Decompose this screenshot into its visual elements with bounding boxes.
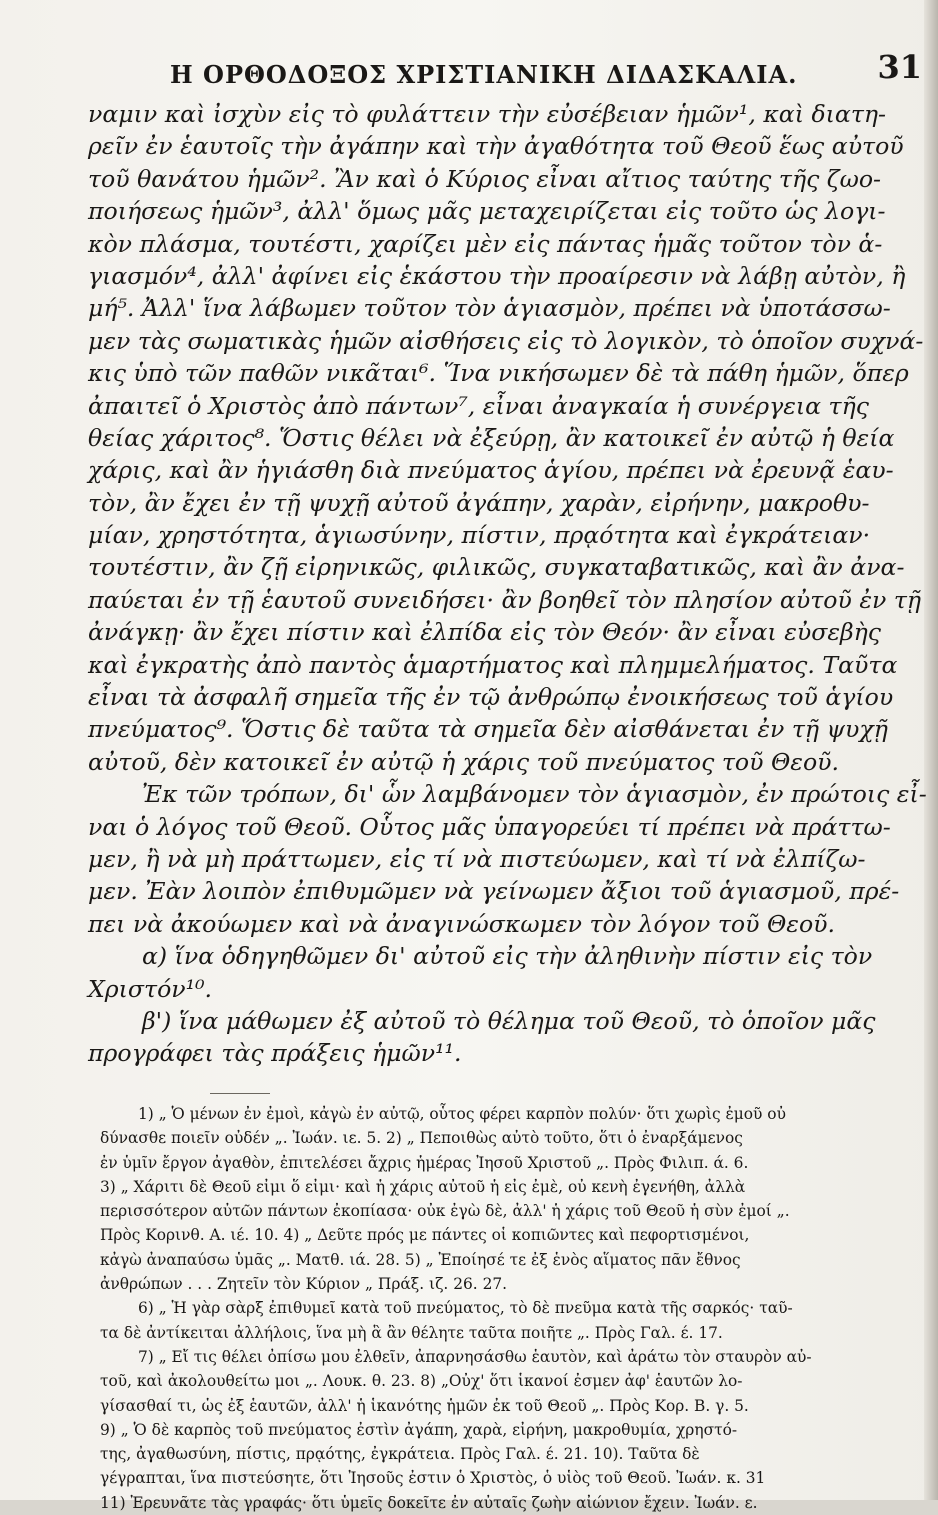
footnote-line: Πρὸς Κορινθ. Α. ιέ. 10. 4) „ Δεῦτε πρός με πάντες οἱ κοπιῶντες καὶ πεφορτισμένοι,	[100, 1226, 750, 1245]
text-line: μεν. Ἐὰν λοιπὸν ἐπιθυμῶμεν νὰ γείνωμεν ἄξιοι τοῦ ἁγιασμοῦ, πρέ-	[88, 877, 900, 906]
footnote-line: γέγραπται, ἵνα πιστεύσητε, ὅτι Ἰησοῦς ἐστιν ὁ Χριστὸς, ὁ υἱὸς τοῦ Θεοῦ. Ἰωάν. κ. 31	[100, 1469, 766, 1488]
text-line: τοῦ θανάτου ἡμῶν². Ἂν καὶ ὁ Κύριος εἶναι αἴτιος ταύτης τῆς ζωο-	[88, 164, 882, 193]
footnote-line: ἀνθρώπων . . . Ζητεῖν τὸν Κύριον „ Πράξ. ιζ. 26. 27.	[100, 1275, 508, 1294]
text-line: κις ὑπὸ τῶν παθῶν νικᾶται⁶. Ἵνα νικήσωμεν δὲ τὰ πάθη ἡμῶν, ὅπερ	[88, 359, 909, 388]
text-line: ναμιν καὶ ἰσχὺν εἰς τὸ φυλάττειν τὴν εὐσέβειαν ἡμῶν¹, καὶ διατη-	[88, 100, 887, 128]
text-line: εἶναι τὰ ἀσφαλῆ σημεῖα τῆς ἐν τῷ ἀνθρώπῳ ἐνοικήσεως τοῦ ἁγίου	[88, 683, 894, 712]
page-edge-shadow	[924, 0, 938, 1500]
footnote-line: 3) „ Χάριτι δὲ Θεοῦ εἰμι ὅ εἰμι· καὶ ἡ χάρις αὐτοῦ ἡ εἰς ἐμὲ, οὐ κενὴ ἐγενήθη, ἀλλὰ	[100, 1177, 746, 1196]
footnote-line: 9) „ Ὁ δὲ καρπὸς τοῦ πνεύματος ἐστὶν ἀγάπη, χαρὰ, εἰρήνη, μακροθυμία, χρηστό-	[100, 1420, 738, 1439]
text-line: μεν τὰς σωματικὰς ἡμῶν αἰσθήσεις εἰς τὸ λογικὸν, τὸ ὁποῖον συχνά-	[88, 326, 924, 355]
text-line: γιασμόν⁴, ἀλλ' ἀφίνει εἰς ἑκάστου τὴν προαίρεσιν νὰ λάβῃ αὐτὸν, ἢ	[88, 261, 906, 290]
text-line: μεν, ἢ νὰ μὴ πράττωμεν, εἰς τί νὰ πιστεύωμεν, καὶ τί νὰ ἐλπίζω-	[88, 844, 866, 873]
footnote-line: 11) Ἐρευνᾶτε τὰς γραφάς· ὅτι ὑμεῖς δοκεῖτε ἐν αὐταῖς ζωὴν αἰώνιον ἔχειν. Ἰωάν. ε.	[100, 1493, 758, 1512]
footnote-line: της, ἀγαθωσύνη, πίστις, πρᾳότης, ἐγκράτεια. Πρὸς Γαλ. έ. 21. 10). Ταῦτα δὲ	[100, 1445, 700, 1464]
footnote-line: γίσασθαί τι, ὡς ἐξ ἑαυτῶν, ἀλλ' ἡ ἱκανότης ἡμῶν ἐκ τοῦ Θεοῦ „. Πρὸς Κορ. Β. γ. 5.	[100, 1396, 749, 1415]
text-line: παύεται ἐν τῇ ἑαυτοῦ συνειδήσει· ἂν βοηθεῖ τὸν πλησίον αὐτοῦ ἐν τῇ	[88, 585, 922, 614]
text-line: χάρις, καὶ ἂν ἡγιάσθη διὰ πνεύματος ἁγίου, πρέπει νὰ ἐρευνᾷ ἑαυ-	[88, 456, 894, 485]
footnote-line: τοῦ, καὶ ἀκολουθείτω μοι „. Λουκ. θ. 23. 8) „Οὐχ' ὅτι ἱκανοί ἐσμεν ἀφ' ἑαυτῶν λο-	[100, 1372, 743, 1391]
text-line: α) ἵνα ὁδηγηθῶμεν δι' αὐτοῦ εἰς τὴν ἀληθινὴν πίστιν εἰς τὸν	[142, 942, 873, 971]
footnote-line: ἐν ὑμῖν ἔργον ἀγαθὸν, ἐπιτελέσει ἄχρις ἡμέρας Ἰησοῦ Χριστοῦ „. Πρὸς Φιλιπ. ά. 6.	[100, 1153, 749, 1172]
text-line: ἀνάγκῃ· ἂν ἔχει πίστιν καὶ ἐλπίδα εἰς τὸν Θεόν· ἂν εἶναι εὐσεβὴς	[88, 618, 881, 647]
text-line: μή⁵. Ἀλλ' ἵνα λάβωμεν τοῦτον τὸν ἁγιασμὸν, πρέπει νὰ ὑποτάσσω-	[88, 294, 891, 323]
footnotes	[100, 1102, 910, 1515]
footnote-line: τα δὲ ἀντίκειται ἀλλήλοις, ἵνα μὴ ἃ ἂν θέλητε ταῦτα ποιῆτε „. Πρὸς Γαλ. έ. 17.	[100, 1323, 723, 1342]
text-line: ρεῖν ἐν ἑαυτοῖς τὴν ἀγάπην καὶ τὴν ἀγαθότητα τοῦ Θεοῦ ἕως αὐτοῦ	[88, 132, 904, 161]
text-line: τὸν, ἂν ἔχει ἐν τῇ ψυχῇ αὐτοῦ ἀγάπην, χαρὰν, εἰρήνην, μακροθυ-	[88, 488, 870, 517]
text-line: Ἐκ τῶν τρόπων, δι' ὧν λαμβάνομεν τὸν ἁγιασμὸν, ἐν πρώτοις εἶ-	[142, 780, 927, 809]
footnote-line: 7) „ Εἴ τις θέλει ὀπίσω μου ἐλθεῖν, ἀπαρνησάσθω ἑαυτὸν, καὶ ἀράτω τὸν σταυρὸν αὐ-	[138, 1347, 812, 1366]
text-line: μίαν, χρηστότητα, ἁγιωσύνην, πίστιν, πρᾳότητα καὶ ἐγκράτειαν·	[88, 521, 871, 550]
text-line: καὶ ἐγκρατὴς ἀπὸ παντὸς ἁμαρτήματος καὶ πλημμελήματος. Ταῦτα	[88, 650, 898, 679]
text-line: αὐτοῦ, δὲν κατοικεῖ ἐν αὐτῷ ἡ χάρις τοῦ πνεύματος τοῦ Θεοῦ.	[88, 747, 839, 776]
footnote-line: 6) „ Ἡ γὰρ σὰρξ ἐπιθυμεῖ κατὰ τοῦ πνεύματος, τὸ δὲ πνεῦμα κατὰ τῆς σαρκός· ταῦ-	[138, 1299, 793, 1318]
main-text	[88, 98, 927, 1070]
footnote-line: κἀγὼ ἀναπαύσω ὑμᾶς „. Ματθ. ιά. 28. 5) „ Ἐποίησέ τε ἐξ ἑνὸς αἵματος πᾶν ἔθνος	[100, 1250, 741, 1269]
text-line: προγράφει τὰς πράξεις ἡμῶν¹¹.	[88, 1039, 462, 1068]
footnote-line: 1) „ Ὁ μένων ἐν ἐμοὶ, κἀγὼ ἐν αὐτῷ, οὗτος φέρει καρπὸν πολύν· ὅτι χωρὶς ἐμοῦ οὐ	[138, 1105, 786, 1123]
text-line: κὸν πλάσμα, τουτέστι, χαρίζει μὲν εἰς πάντας ἡμᾶς τοῦτον τὸν ἁ-	[88, 229, 883, 258]
text-line: πνεύματος⁹. Ὅστις δὲ ταῦτα τὰ σημεῖα δὲν αἰσθάνεται ἐν τῇ ψυχῇ	[88, 715, 888, 744]
text-line: β') ἵνα μάθωμεν ἐξ αὐτοῦ τὸ θέλημα τοῦ Θεοῦ, τὸ ὁποῖον μᾶς	[142, 1006, 876, 1035]
footnote-divider	[210, 1093, 270, 1094]
text-line: θείας χάριτος⁸. Ὅστις θέλει νὰ ἐξεύρῃ, ἂν κατοικεῖ ἐν αὐτῷ ἡ θεία	[88, 423, 895, 452]
text-line: Χριστόν¹⁰.	[88, 974, 213, 1003]
page-number: 31	[877, 48, 922, 86]
footnote-line: δύνασθε ποιεῖν οὐδέν „. Ἰωάν. ιε. 5. 2) „ Πεποιθὼς αὐτὸ τοῦτο, ὅτι ὁ ἐναρξάμενος	[100, 1129, 743, 1148]
text-line: ποιήσεως ἡμῶν³, ἀλλ' ὅμως μᾶς μεταχειρίζεται εἰς τοῦτο ὡς λογι-	[88, 197, 886, 226]
footnote-line: περισσότερον αὐτῶν πάντων ἐκοπίασα· οὐκ ἐγὼ δὲ, ἀλλ' ἡ χάρις τοῦ Θεοῦ ἡ σὺν ἐμοί „.	[100, 1202, 790, 1221]
running-title: Η ΟΡΘΟΔΟΞΟΣ ΧΡΙΣΤΙΑΝΙΚΗ ΔΙΔΑΣΚΑΛΙΑ.	[170, 60, 798, 89]
text-line: ναι ὁ λόγος τοῦ Θεοῦ. Οὗτος μᾶς ὑπαγορεύει τί πρέπει νὰ πράττω-	[88, 812, 891, 841]
text-line: ἀπαιτεῖ ὁ Χριστὸς ἀπὸ πάντων⁷, εἶναι ἀναγκαία ἡ συνέργεια τῆς	[88, 391, 869, 420]
page-header	[170, 48, 922, 92]
text-line: πει νὰ ἀκούωμεν καὶ νὰ ἀναγινώσκωμεν τὸν λόγον τοῦ Θεοῦ.	[88, 909, 836, 938]
text-line: τουτέστιν, ἂν ζῇ εἰρηνικῶς, φιλικῶς, συγκαταβατικῶς, καὶ ἂν ἀνα-	[88, 553, 905, 582]
